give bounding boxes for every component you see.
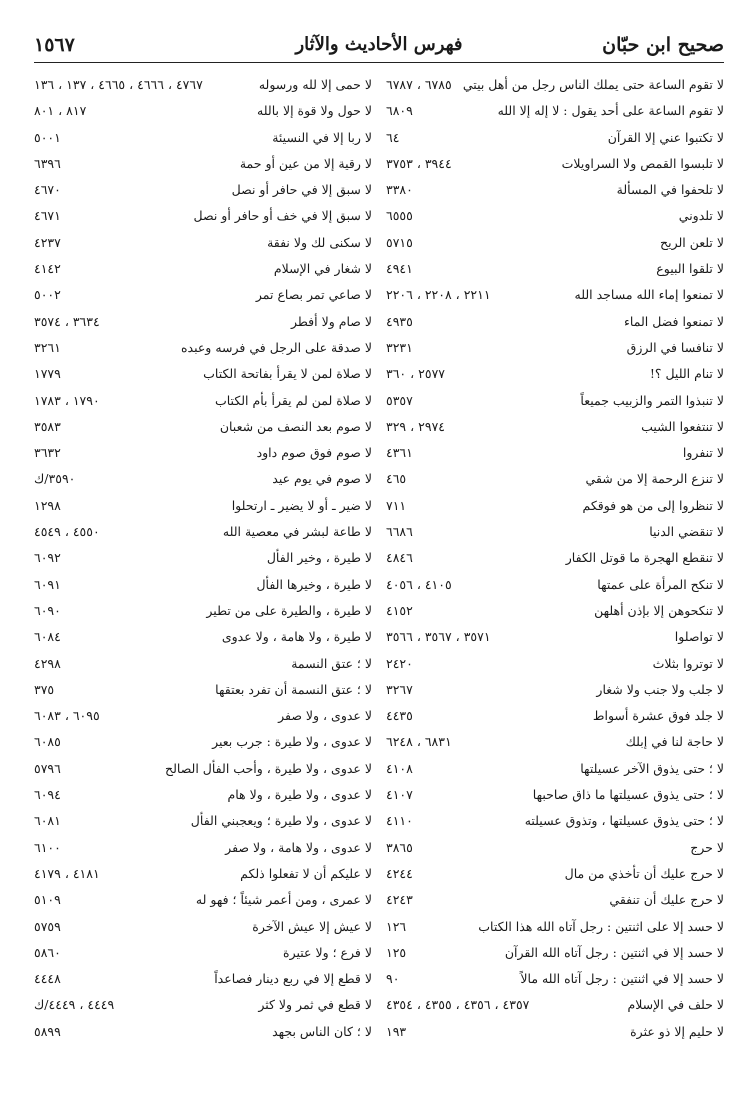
entry-references: ٣٢٣١	[386, 339, 413, 355]
entry-text: لا جلد فوق عشرة أسواط	[592, 708, 724, 724]
entry-text: لا حرج عليك أن تنفقي	[609, 892, 724, 908]
index-entry	[386, 230, 724, 256]
entry-text: لا ضير ـ أو لا يضير ـ ارتحلوا	[231, 497, 372, 513]
entry-text: لا تنفروا	[682, 445, 724, 461]
entry-references: ٦٤	[386, 129, 400, 145]
entry-references: ١٧٩٠ ، ١٧٨٣	[34, 392, 100, 408]
entry-text: لا سكنى لك ولا نفقة	[267, 234, 372, 250]
entry-text: لا ؛ حتى يذوق الآخر عسيلتها	[580, 760, 724, 776]
entry-text: لا صلاة لمن لا يقرأ بفاتحة الكتاب	[203, 366, 372, 382]
entry-references: ٦١٠٠	[34, 839, 61, 855]
entry-references: ٦٠٩٤	[34, 787, 61, 803]
entry-references: ١٢٥	[386, 944, 407, 960]
entry-references: ٤١٥٢	[386, 602, 413, 618]
index-entry	[34, 703, 372, 729]
entry-text: لا طيرة ، والطيرة على من تطير	[206, 602, 372, 618]
entry-text: لا حسد إلا في اثنتين : رجل آتاه الله مالاً	[520, 971, 724, 987]
index-entry	[386, 151, 724, 177]
index-entry	[34, 677, 372, 703]
entry-text: لا عمرى ، ومن أعمر شيئاً ؛ فهو له	[195, 892, 372, 908]
entry-references: ٣٥٩٠/ك	[34, 471, 76, 487]
index-entry	[34, 887, 372, 913]
entry-references: ٦٠٩٥ ، ٦٠٨٣	[34, 708, 100, 724]
entry-references: ٦٠٨٥	[34, 734, 61, 750]
entry-references: ٥٨٦٠	[34, 944, 61, 960]
entry-text: لا تلحفوا في المسألة	[616, 182, 724, 198]
entry-references: ٤٣٥٧ ، ٤٣٥٦ ، ٤٣٥٥ ، ٤٣٥٤	[386, 997, 530, 1013]
index-entry	[386, 677, 724, 703]
index-entry	[386, 414, 724, 440]
entry-text: لا ؛ حتى يذوق عسيلتها ما ذاق صاحبها	[532, 787, 724, 803]
entry-references: ٤١٠٨	[386, 760, 413, 776]
entry-references: ٤١٨١ ، ٤١٧٩	[34, 865, 100, 881]
entry-text: لا طيرة ، وخيرها الفأل	[256, 576, 372, 592]
entry-references: ٥٨٩٩	[34, 1023, 61, 1039]
index-entry	[34, 98, 372, 124]
entry-text: لا تلقوا البيوع	[656, 261, 724, 277]
entry-references: ١٩٣	[386, 1023, 407, 1039]
index-entry	[34, 519, 372, 545]
entry-references: ٦٠٩١	[34, 576, 61, 592]
entry-text: لا عدوى ، ولا صفر	[278, 708, 372, 724]
entry-references: ٤٢٤٤	[386, 865, 413, 881]
entry-text: لا حسد إلا على اثنتين : رجل آتاه الله هذا الكتاب	[478, 918, 724, 934]
index-entry	[34, 940, 372, 966]
index-entry	[386, 887, 724, 913]
entry-references: ٣٦٣٤ ، ٣٥٧٤	[34, 313, 100, 329]
index-entry	[34, 335, 372, 361]
index-entry	[386, 335, 724, 361]
index-entry	[34, 624, 372, 650]
index-entry	[34, 572, 372, 598]
index-title: فهرس الأحاديث والآثار	[295, 34, 463, 55]
index-entry	[34, 756, 372, 782]
entry-text: لا تنكح المرأة على عمتها	[597, 576, 724, 592]
entry-text: لا صوم بعد النصف من شعبان	[219, 418, 372, 434]
index-entry	[34, 361, 372, 387]
index-entry	[386, 545, 724, 571]
entry-references: ٦٧٨٥ ، ٦٧٨٧	[386, 77, 452, 92]
index-column-right	[386, 72, 724, 1045]
index-entry	[34, 729, 372, 755]
index-entry	[386, 1019, 724, 1045]
index-entry	[34, 151, 372, 177]
entry-text: لا صوم فوق صوم داود	[256, 445, 372, 461]
entry-references: ٥٠٠١	[34, 129, 61, 145]
header-rule	[34, 62, 724, 63]
entry-text: لا عدوى ، ولا هامة ، ولا صفر	[225, 839, 372, 855]
index-entry	[34, 914, 372, 940]
entry-references: ٣٣٨٠	[386, 182, 413, 198]
entry-references: ٤٩٣٥	[386, 313, 413, 329]
index-entry	[386, 309, 724, 335]
entry-text: لا فرع ؛ ولا عتيرة	[283, 944, 372, 960]
entry-text: لا تقوم الساعة حتى يملك الناس رجل من أهل بيتي	[462, 77, 724, 92]
index-entry	[34, 177, 372, 203]
index-entry	[34, 256, 372, 282]
entry-text: لا ؛ عتق النسمة أن تفرد بعتقها	[215, 681, 372, 697]
entry-text: لا تنقضي الدنيا	[649, 524, 724, 540]
entry-text: لا تلدوني	[678, 208, 724, 224]
index-entry	[34, 808, 372, 834]
entry-text: لا توتروا بثلاث	[652, 655, 724, 671]
index-entry	[386, 519, 724, 545]
index-entry	[34, 388, 372, 414]
index-entry	[34, 651, 372, 677]
entry-references: ١٢٩٨	[34, 497, 61, 513]
index-entry	[34, 545, 372, 571]
index-entry	[386, 598, 724, 624]
entry-references: ٦٨٠٩	[386, 103, 413, 119]
entry-references: ٤٦٧٠	[34, 182, 61, 198]
entry-references: ٤٨٤٦	[386, 550, 413, 566]
entry-text: لا تنقطع الهجرة ما قوتل الكفار	[565, 550, 724, 566]
entry-text: لا تنافسا في الرزق	[626, 339, 724, 355]
index-entry	[386, 361, 724, 387]
entry-text: لا صدقة على الرجل في فرسه وعبده	[180, 339, 372, 355]
index-entry	[386, 835, 724, 861]
entry-text: لا تمنعوا فضل الماء	[624, 313, 724, 329]
entry-references: ٢٥٧٧ ، ٣٦٠	[386, 366, 445, 382]
entry-text: لا صلاة لمن لم يقرأ بأم الكتاب	[214, 392, 372, 408]
entry-references: ٤١٠٧	[386, 787, 413, 803]
entry-text: لا ؛ كان الناس بجهد	[272, 1023, 372, 1039]
index-entry	[34, 598, 372, 624]
entry-text: لا تقوم الساعة على أحد يقول : لا إله إلا الله	[497, 103, 724, 119]
entry-text: لا شغار في الإسلام	[273, 261, 372, 277]
index-entry	[386, 466, 724, 492]
entry-references: ٤٦٧١	[34, 208, 61, 224]
index-entry	[34, 414, 372, 440]
index-entry	[386, 992, 724, 1018]
index-entry	[386, 914, 724, 940]
entry-references: ٢٩٧٤ ، ٣٢٩	[386, 418, 445, 434]
entry-text: لا حاجة لنا في إبلك	[625, 734, 724, 750]
index-entry	[386, 756, 724, 782]
entry-text: لا حمى إلا لله ورسوله	[258, 77, 372, 92]
entry-references: ٣٩٤٤ ، ٣٧٥٣	[386, 155, 452, 171]
entry-references: ٢٢١١ ، ٢٢٠٨ ، ٢٢٠٦	[386, 287, 491, 303]
entry-text: لا تنظروا إلى من هو فوقكم	[582, 497, 724, 513]
entry-references: ٤٢٤٣	[386, 892, 413, 908]
entry-references: ٦٨٣١ ، ٦٢٤٨	[386, 734, 452, 750]
index-entry	[386, 177, 724, 203]
entry-references: ٥٠٠٢	[34, 287, 61, 303]
entry-references: ٤٤٤٩ ، ٤٤٤٩/ك	[34, 997, 115, 1013]
index-entry	[386, 256, 724, 282]
entry-references: ٦٠٩٢	[34, 550, 61, 566]
entry-text: لا سبق إلا في حافر أو نصل	[231, 182, 372, 198]
index-column-left	[34, 72, 372, 1045]
entry-text: لا حسد إلا في اثنتين : رجل آتاه الله القرآن	[504, 944, 724, 960]
entry-references: ٥٧١٥	[386, 234, 413, 250]
book-title: صحيح ابن حبّان	[602, 34, 724, 56]
entry-references: ١٧٧٩	[34, 366, 61, 382]
index-entry	[386, 98, 724, 124]
entry-references: ٦٠٨١	[34, 813, 61, 829]
entry-text: لا ؛ عتق النسمة	[291, 655, 372, 671]
index-entry	[386, 966, 724, 992]
entry-references: ٤٢٩٨	[34, 655, 61, 671]
index-entry	[34, 309, 372, 335]
entry-references: ٩٠	[386, 971, 400, 987]
index-entry	[386, 72, 724, 98]
entry-references: ٣٨٦٥	[386, 839, 413, 855]
index-entry	[34, 835, 372, 861]
index-entry	[386, 940, 724, 966]
entry-text: لا طيرة ، وخير الفأل	[266, 550, 372, 566]
index-entry	[34, 72, 372, 98]
entry-text: لا عدوى ، ولا طيرة ؛ ويعجبني الفأل	[190, 813, 372, 829]
index-entry	[386, 493, 724, 519]
entry-text: لا حليم إلا ذو عثرة	[630, 1023, 724, 1039]
entry-text: لا تنزع الرحمة إلا من شقي	[585, 471, 724, 487]
entry-references: ٢٤٢٠	[386, 655, 413, 671]
entry-text: لا تنبذوا التمر والزبيب جميعاً	[580, 392, 724, 408]
entry-references: ٨١٧ ، ٨٠١	[34, 103, 87, 119]
index-entry	[386, 282, 724, 308]
index-entry	[386, 861, 724, 887]
index-entry	[34, 125, 372, 151]
entry-references: ٤٤٤٨	[34, 971, 61, 987]
entry-references: ٤٧٦٧ ، ٤٦٦٦ ، ٤٦٦٥ ، ١٣٧ ، ١٣٦	[34, 77, 203, 92]
index-entry	[386, 125, 724, 151]
entry-references: ٥٣٥٧	[386, 392, 413, 408]
entry-text: لا عيش إلا عيش الآخرة	[252, 918, 372, 934]
index-entry	[34, 440, 372, 466]
index-entry	[34, 282, 372, 308]
entry-text: لا تلبسوا القمص ولا السراويلات	[561, 155, 724, 171]
entry-references: ٥١٠٩	[34, 892, 61, 908]
entry-text: لا طيرة ، ولا هامة ، ولا عدوى	[221, 629, 372, 645]
entry-references: ٦٠٨٤	[34, 629, 61, 645]
entry-references: ٤١١٠	[386, 813, 413, 829]
entry-text: لا صام ولا أفطر	[291, 313, 372, 329]
entry-references: ٣٥٧١ ، ٣٥٦٧ ، ٣٥٦٦	[386, 629, 491, 645]
index-entry	[386, 703, 724, 729]
entry-references: ٦٥٥٥	[386, 208, 413, 224]
entry-references: ٤٢٣٧	[34, 234, 61, 250]
index-entry	[34, 1019, 372, 1045]
entry-text: لا حرج عليك أن تأخذي من مال	[564, 865, 724, 881]
index-entry	[34, 861, 372, 887]
index-entry	[386, 808, 724, 834]
index-entry	[386, 729, 724, 755]
entry-references: ٦٦٨٦	[386, 524, 413, 540]
entry-references: ٥٧٩٦	[34, 760, 61, 776]
index-entry	[34, 493, 372, 519]
entry-references: ٤٥٥٠ ، ٤٥٤٩	[34, 524, 100, 540]
entry-text: لا طاعة لبشر في معصية الله	[222, 524, 372, 540]
entry-text: لا تنكحوهن إلا بإذن أهلهن	[594, 602, 724, 618]
index-entry	[34, 992, 372, 1018]
index-entry	[386, 651, 724, 677]
entry-references: ٣٦٣٢	[34, 445, 61, 461]
index-columns	[34, 72, 724, 1039]
entry-text: لا حرج	[690, 839, 724, 855]
entry-text: لا حول ولا قوة إلا بالله	[257, 103, 372, 119]
page-number: ١٥٦٧	[34, 34, 75, 56]
entry-references: ٥٧٥٩	[34, 918, 61, 934]
entry-text: لا تنام الليل ؟!	[649, 366, 724, 382]
entry-references: ٣٢٦٧	[386, 681, 413, 697]
entry-references: ٤٦٥	[386, 471, 407, 487]
entry-text: لا حلف في الإسلام	[627, 997, 724, 1013]
entry-references: ٣٢٦١	[34, 339, 61, 355]
entry-text: لا عدوى ، ولا طيرة ، ولا هام	[227, 787, 372, 803]
index-entry	[386, 440, 724, 466]
index-entry	[34, 966, 372, 992]
index-entry	[386, 782, 724, 808]
entry-text: لا صوم في يوم عيد	[272, 471, 372, 487]
index-entry	[386, 388, 724, 414]
entry-text: لا عليكم أن لا تفعلوا ذلكم	[240, 865, 372, 881]
entry-text: لا قطع في ثمر ولا كثر	[258, 997, 372, 1013]
entry-text: لا تواصلوا	[674, 629, 724, 645]
entry-references: ٤٤٣٥	[386, 708, 413, 724]
index-entry	[34, 466, 372, 492]
entry-text: لا قطع إلا في ربع دينار فصاعداً	[214, 971, 372, 987]
entry-text: لا جلب ولا جنب ولا شغار	[596, 681, 724, 697]
index-entry	[386, 572, 724, 598]
index-entry	[386, 624, 724, 650]
entry-text: لا عدوى ، ولا طيرة : جرب بعير	[212, 734, 372, 750]
entry-references: ٤٩٤١	[386, 261, 413, 277]
entry-references: ٤١٤٢	[34, 261, 61, 277]
entry-references: ٦٠٩٠	[34, 602, 61, 618]
entry-text: لا صاعي تمر بصاع تمر	[255, 287, 372, 303]
entry-text: لا تنتفعوا الشيب	[641, 418, 724, 434]
entry-references: ٦٣٩٦	[34, 155, 61, 171]
entry-text: لا رقية إلا من عين أو حمة	[239, 155, 372, 171]
index-entry	[34, 782, 372, 808]
entry-text: لا ربا إلا في النسيئة	[272, 129, 372, 145]
entry-text: لا تمنعوا إماء الله مساجد الله	[574, 287, 724, 303]
entry-text: لا ؛ حتى يذوق عسيلتها ، وتذوق عسيلته	[524, 813, 724, 829]
entry-references: ٤٣٦١	[386, 445, 413, 461]
entry-text: لا تكتبوا عني إلا القرآن	[607, 129, 724, 145]
page-header	[34, 28, 724, 62]
entry-references: ١٢٦	[386, 918, 407, 934]
entry-references: ٣٧٥	[34, 681, 55, 697]
entry-references: ٣٥٨٣	[34, 418, 61, 434]
entry-references: ٤١٠٥ ، ٤٠٥٦	[386, 576, 452, 592]
index-entry	[34, 203, 372, 229]
entry-references: ٧١١	[386, 497, 407, 513]
entry-text: لا عدوى ، ولا طيرة ، وأحب الفأل الصالح	[165, 760, 372, 776]
entry-text: لا سبق إلا في خف أو حافر أو نصل	[193, 208, 372, 224]
index-entry	[34, 230, 372, 256]
entry-text: لا تلعن الريح	[660, 234, 724, 250]
index-entry	[386, 203, 724, 229]
